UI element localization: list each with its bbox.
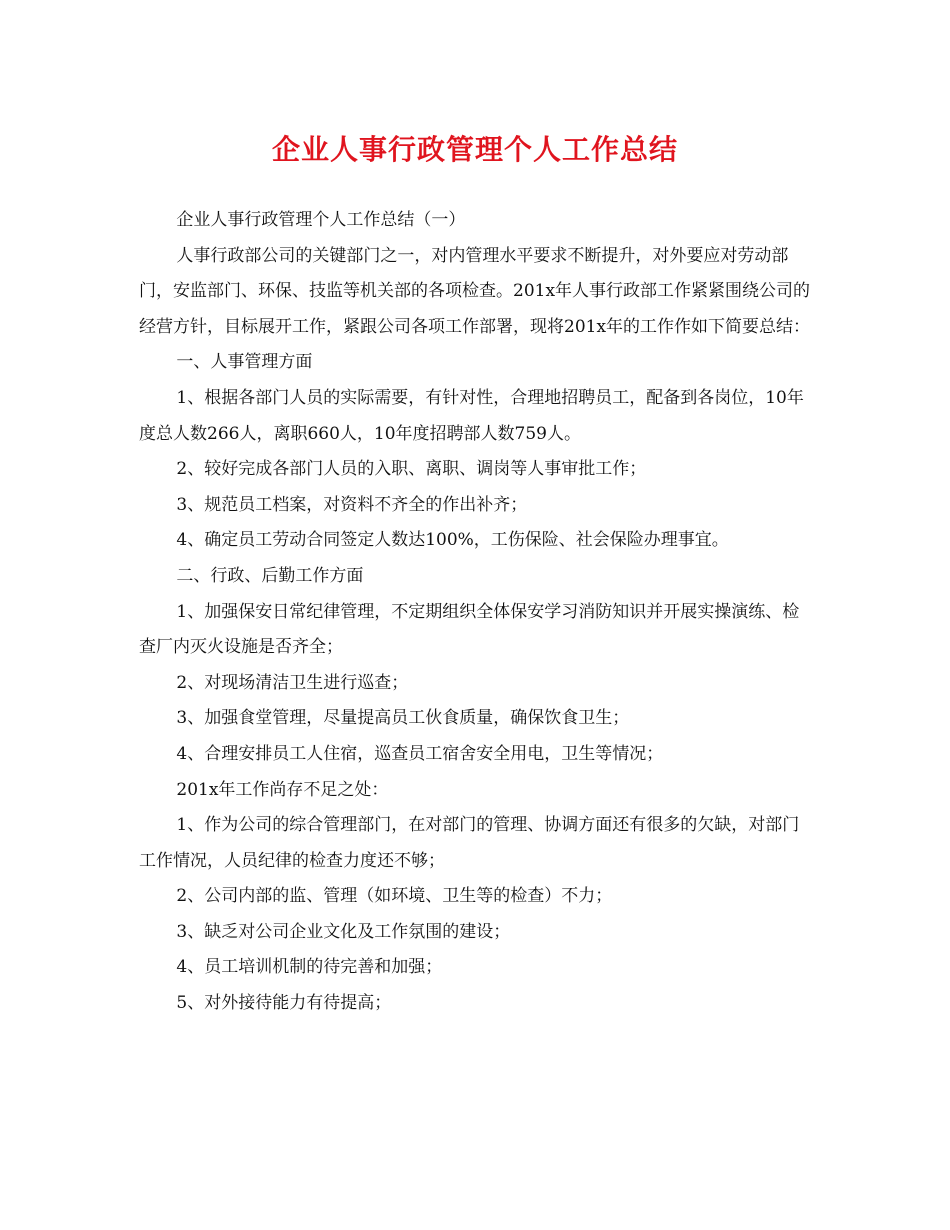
paragraph-14: 1、作为公司的综合管理部门，在对部门的管理、协调方面还有很多的欠缺，对部门工作情况，人员纪律的检查力度还不够； <box>139 815 800 871</box>
paragraph-1: 企业人事行政管理个人工作总结（一） <box>176 210 466 230</box>
document-title: 企业人事行政管理个人工作总结 <box>271 133 678 166</box>
paragraph-6: 3、规范员工档案，对资料不齐全的作出补齐； <box>176 494 528 515</box>
paragraph-9: 1、加强保安日常纪律管理，不定期组织全体保安学习消防知识并开展实操演练、检查厂内灭火设施是否齐全； <box>139 601 800 658</box>
paragraph-2: 人事行政部公司的关键部门之一，对内管理水平要求不断提升，对外要应对劳动部门，安监部门、环保、技监等机关部的各项检查。201x年人事行政部工作紧紧围绕公司的经营方针，目标展开工作，紧跟公司各项工作部署，现将201x年的工作作如下简要总结： <box>139 245 811 337</box>
paragraph-16: 3、缺乏对公司企业文化及工作氛围的建设； <box>176 921 511 942</box>
section-heading-2: 二、行政、后勤工作方面 <box>176 565 364 586</box>
paragraph-10: 2、对现场清洁卫生进行巡查； <box>176 672 409 693</box>
paragraph-4: 1、根据各部门人员的实际需要，有针对性，合理地招聘员工，配备到各岗位，10年度总人数266人，离职660人，10年度招聘部人数759人。 <box>139 387 804 444</box>
section-heading-1: 一、人事管理方面 <box>176 352 313 373</box>
paragraph-18: 5、对外接待能力有待提高； <box>176 993 392 1014</box>
paragraph-17: 4、员工培训机制的待完善和加强； <box>176 957 443 978</box>
paragraph-7: 4、确定员工劳动合同签定人数达100%，工伤保险、社会保险办理事宜。 <box>176 530 729 551</box>
paragraph-11: 3、加强食堂管理，尽量提高员工伙食质量，确保饮食卫生； <box>176 708 630 729</box>
paragraph-15: 2、公司内部的监、管理（如环境、卫生等的检查）不力； <box>176 886 613 907</box>
document-body <box>139 203 814 1022</box>
section-heading-3: 201x年工作尚存不足之处： <box>176 779 389 800</box>
paragraph-12: 4、合理安排员工人住宿，巡查员工宿舍安全用电，卫生等情况； <box>176 743 664 764</box>
paragraph-5: 2、较好完成各部门人员的入职、离职、调岗等人事审批工作； <box>176 459 647 480</box>
